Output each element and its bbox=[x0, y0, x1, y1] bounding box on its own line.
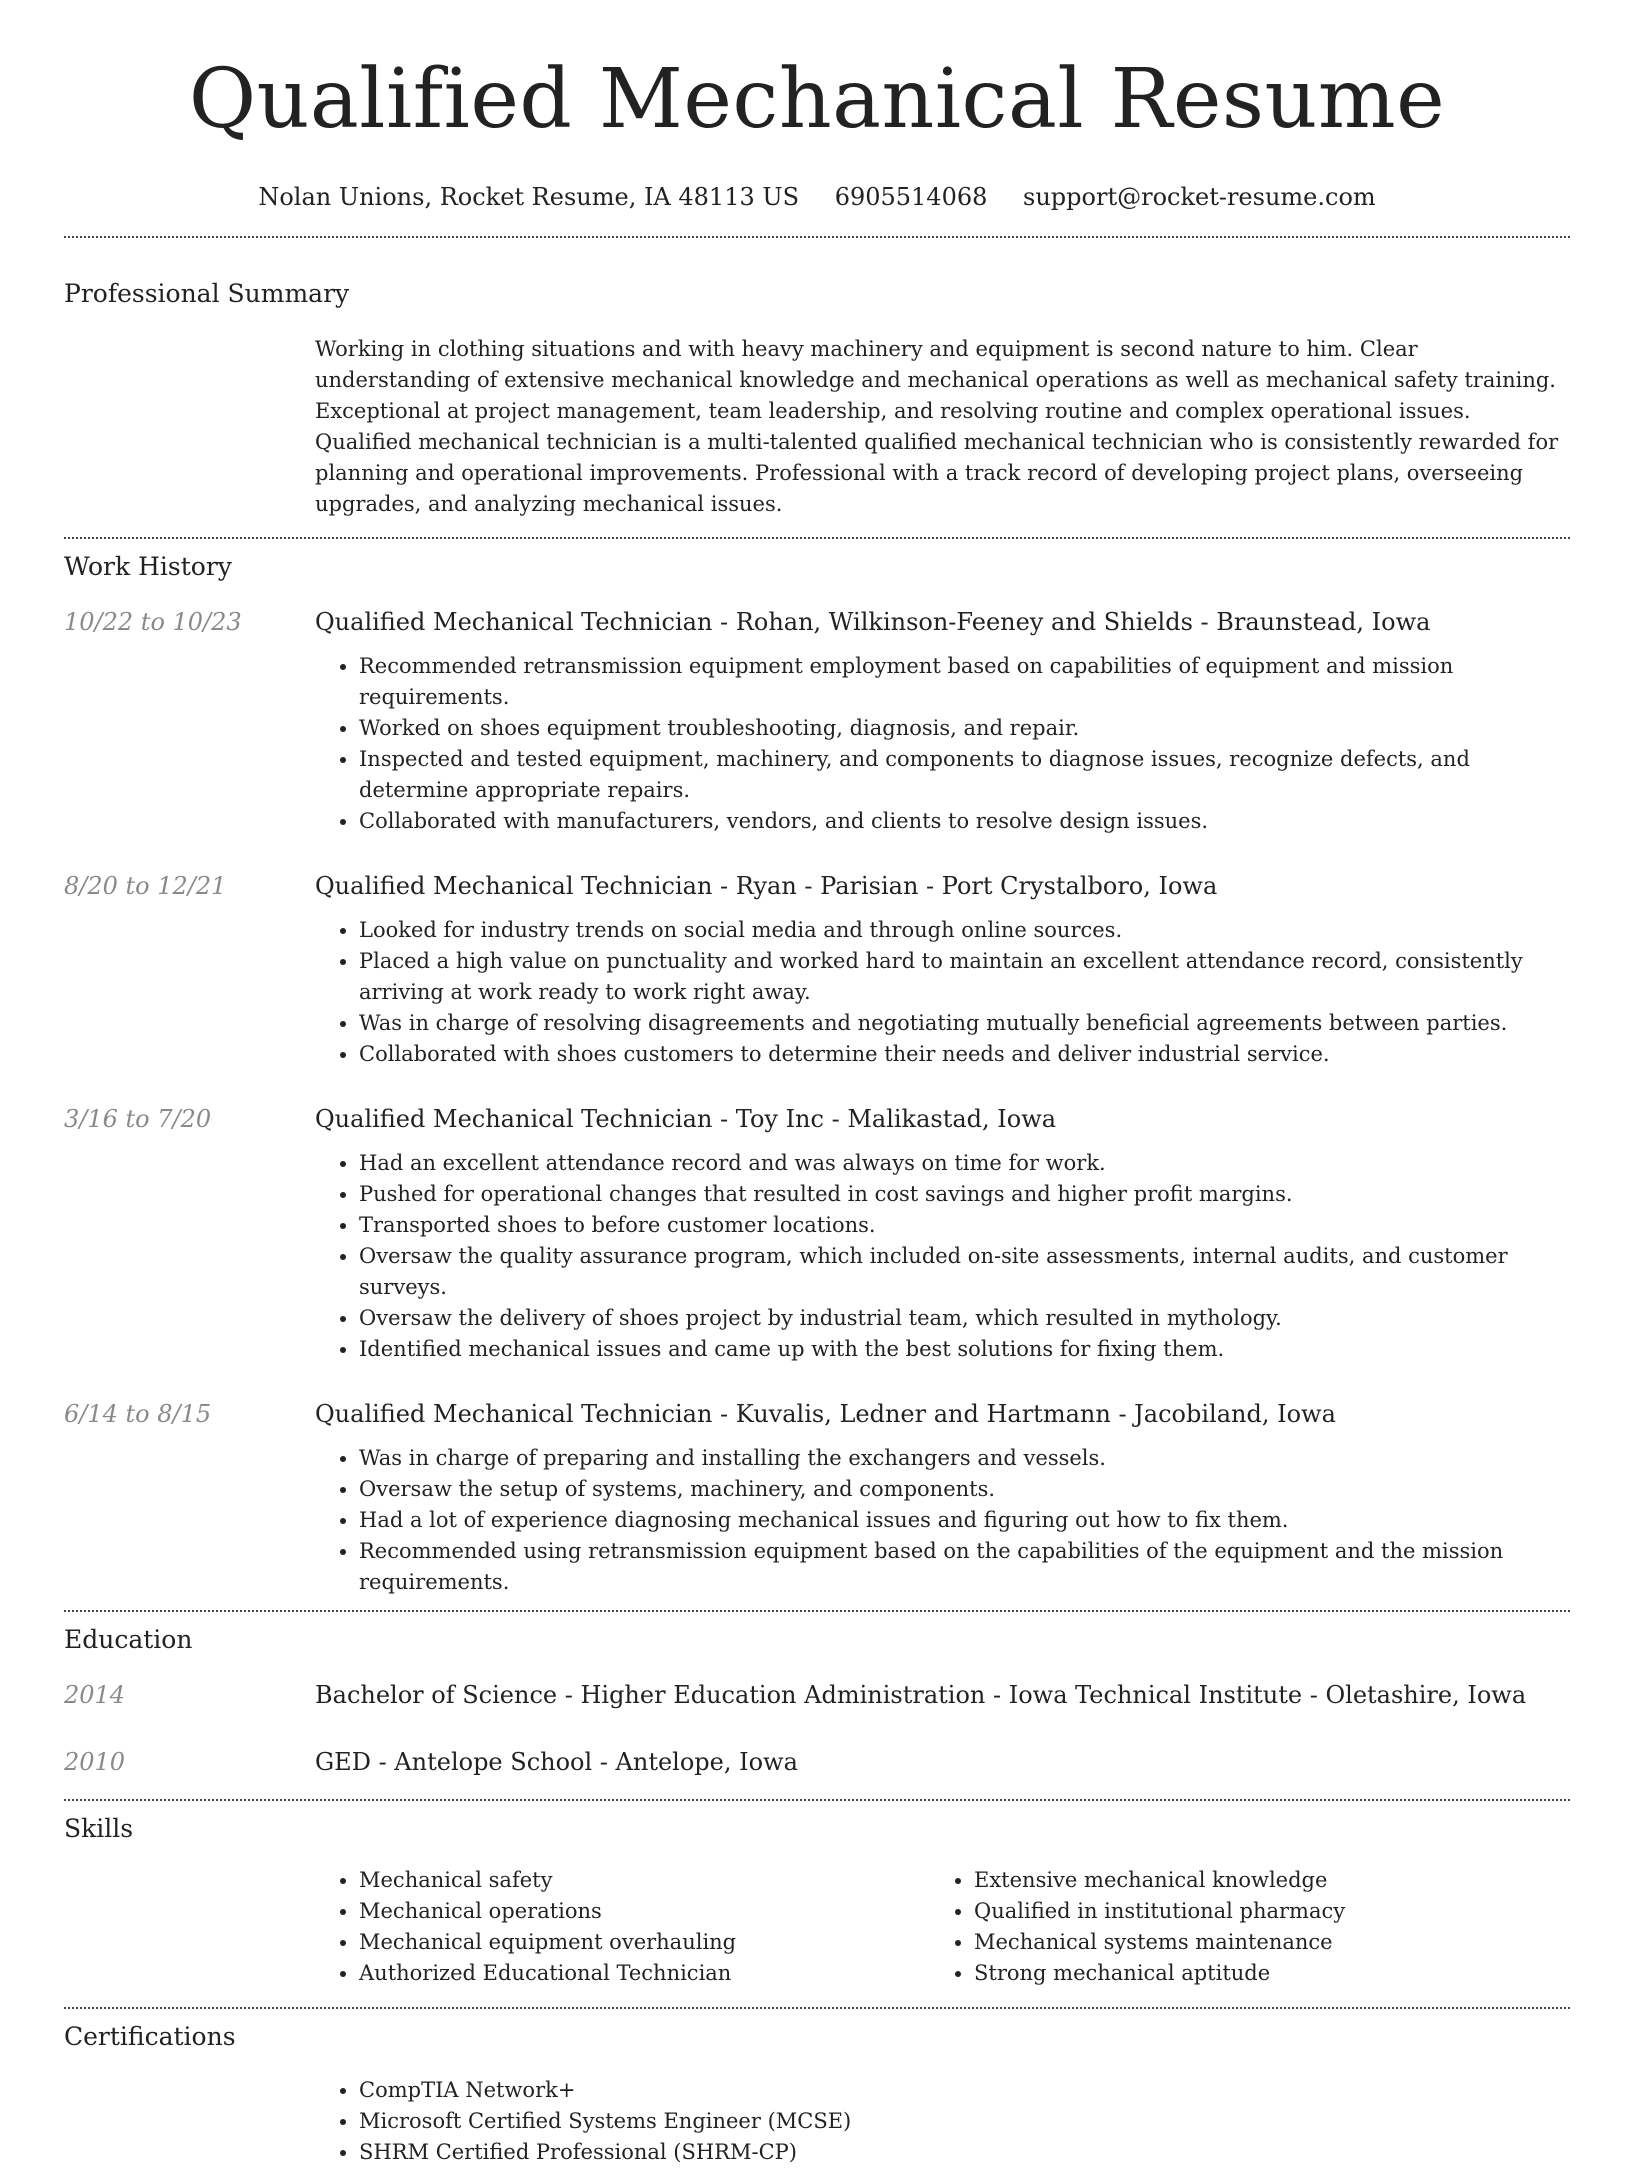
education-text: GED - Antelope School - Antelope, Iowa bbox=[315, 1748, 798, 1776]
contact-address: Nolan Unions, Rocket Resume, IA 48113 US bbox=[258, 183, 800, 211]
certification-item: • Microsoft Certified Systems Engineer (MCSE) bbox=[359, 2106, 1570, 2137]
list-item: • Had an excellent attendance record and was always on time for work. bbox=[359, 1148, 1570, 1179]
resume-page bbox=[64, 0, 1570, 2168]
job-entry bbox=[64, 1102, 1570, 1365]
work-heading: Work History bbox=[64, 552, 232, 581]
divider bbox=[64, 1610, 1570, 1612]
list-item: • Recommended retransmission equipment employment based on capabilities of equipment and mission requirements. bbox=[359, 651, 1570, 713]
certification-item: • CompTIA Network+ bbox=[359, 2075, 1570, 2106]
divider bbox=[64, 1799, 1570, 1801]
certifications-heading: Certifications bbox=[64, 2022, 236, 2051]
summary-text: Working in clothing situations and with heavy machinery and equipment is second nature to him. Clear understanding of extensive mechanical knowledge and mechanical operations as well as mechanical safety training. Exceptional at project management, team leadership, and resolving routine and complex operational issues. Qualified mechanical technician is a multi-talented qualified mechanical technician who is consistently rewarded for planning and operational improvements. Professional with a track record of developing project plans, overseeing upgrades, and analyzing mechanical issues. bbox=[315, 337, 1559, 516]
contact-line bbox=[64, 180, 1570, 214]
education-year: 2014 bbox=[64, 1681, 126, 1709]
list-item: • Worked on shoes equipment troubleshooting, diagnosis, and repair. bbox=[359, 713, 1570, 744]
job-bullets bbox=[315, 651, 1570, 837]
list-item: • Recommended using retransmission equipment based on the capabilities of the equipment and the mission requirements. bbox=[359, 1536, 1570, 1598]
divider bbox=[64, 537, 1570, 539]
list-item: • Looked for industry trends on social media and through online sources. bbox=[359, 915, 1570, 946]
skill-item: • Mechanical operations bbox=[359, 1896, 930, 1927]
summary-heading: Professional Summary bbox=[64, 279, 350, 308]
job-entry bbox=[64, 869, 1570, 1070]
skill-item: • Authorized Educational Technician bbox=[359, 1958, 930, 1989]
job-dates: 3/16 to 7/20 bbox=[64, 1105, 212, 1133]
list-item: • Was in charge of resolving disagreements and negotiating mutually beneficial agreements between parties. bbox=[359, 1008, 1570, 1039]
job-bullets bbox=[315, 1148, 1570, 1365]
job-dates: 8/20 to 12/21 bbox=[64, 872, 227, 900]
skill-item: • Qualified in institutional pharmacy bbox=[974, 1896, 1545, 1927]
job-dates: 10/22 to 10/23 bbox=[64, 608, 242, 636]
divider bbox=[64, 2007, 1570, 2009]
certification-item: • SHRM Certified Professional (SHRM-CP) bbox=[359, 2137, 1570, 2168]
education-entry bbox=[64, 1678, 1570, 1712]
job-title: Qualified Mechanical Technician - Rohan, Wilkinson-Feeney and Shields - Braunstead, Iowa bbox=[315, 608, 1431, 636]
list-item: • Oversaw the delivery of shoes project by industrial team, which resulted in mythology. bbox=[359, 1303, 1570, 1334]
skill-item: • Mechanical safety bbox=[359, 1865, 930, 1896]
skill-item: • Strong mechanical aptitude bbox=[974, 1958, 1545, 1989]
job-entry bbox=[64, 1397, 1570, 1598]
skills-heading: Skills bbox=[64, 1814, 134, 1843]
list-item: • Was in charge of preparing and installing the exchangers and vessels. bbox=[359, 1443, 1570, 1474]
skills-column-left bbox=[315, 1865, 930, 1989]
divider bbox=[64, 236, 1570, 238]
job-title: Qualified Mechanical Technician - Kuvalis, Ledner and Hartmann - Jacobiland, Iowa bbox=[315, 1400, 1336, 1428]
education-year: 2010 bbox=[64, 1748, 126, 1776]
resume-title: Qualified Mechanical Resume bbox=[188, 52, 1446, 147]
job-bullets bbox=[315, 915, 1570, 1070]
list-item: • Collaborated with shoes customers to determine their needs and deliver industrial service. bbox=[359, 1039, 1570, 1070]
list-item: • Placed a high value on punctuality and worked hard to maintain an excellent attendance record, consistently arriving at work ready to work right away. bbox=[359, 946, 1570, 1008]
skill-item: • Mechanical systems maintenance bbox=[974, 1927, 1545, 1958]
job-entry bbox=[64, 605, 1570, 837]
education-entry bbox=[64, 1745, 1570, 1779]
job-bullets bbox=[315, 1443, 1570, 1598]
contact-phone: 6905514068 bbox=[834, 183, 988, 211]
skill-item: • Mechanical equipment overhauling bbox=[359, 1927, 930, 1958]
list-item: • Had a lot of experience diagnosing mechanical issues and figuring out how to fix them. bbox=[359, 1505, 1570, 1536]
list-item: • Oversaw the quality assurance program, which included on-site assessments, internal audits, and customer surveys. bbox=[359, 1241, 1570, 1303]
skills-list bbox=[315, 1865, 1570, 1989]
list-item: • Identified mechanical issues and came up with the best solutions for fixing them. bbox=[359, 1334, 1570, 1365]
education-text: Bachelor of Science - Higher Education Administration - Iowa Technical Institute - Oletashire, Iowa bbox=[315, 1681, 1527, 1709]
certifications-list bbox=[315, 2075, 1570, 2168]
contact-email: support@rocket-resume.com bbox=[1023, 183, 1376, 211]
list-item: • Pushed for operational changes that resulted in cost savings and higher profit margins. bbox=[359, 1179, 1570, 1210]
list-item: • Collaborated with manufacturers, vendors, and clients to resolve design issues. bbox=[359, 806, 1570, 837]
job-dates: 6/14 to 8/15 bbox=[64, 1400, 212, 1428]
job-title: Qualified Mechanical Technician - Toy Inc - Malikastad, Iowa bbox=[315, 1105, 1057, 1133]
skill-item: • Extensive mechanical knowledge bbox=[974, 1865, 1545, 1896]
education-heading: Education bbox=[64, 1625, 193, 1654]
list-item: • Inspected and tested equipment, machinery, and components to diagnose issues, recognize defects, and determine appropriate repairs. bbox=[359, 744, 1570, 806]
job-title: Qualified Mechanical Technician - Ryan - Parisian - Port Crystalboro, Iowa bbox=[315, 872, 1218, 900]
list-item: • Oversaw the setup of systems, machinery, and components. bbox=[359, 1474, 1570, 1505]
list-item: • Transported shoes to before customer locations. bbox=[359, 1210, 1570, 1241]
skills-column-right bbox=[930, 1865, 1545, 1989]
